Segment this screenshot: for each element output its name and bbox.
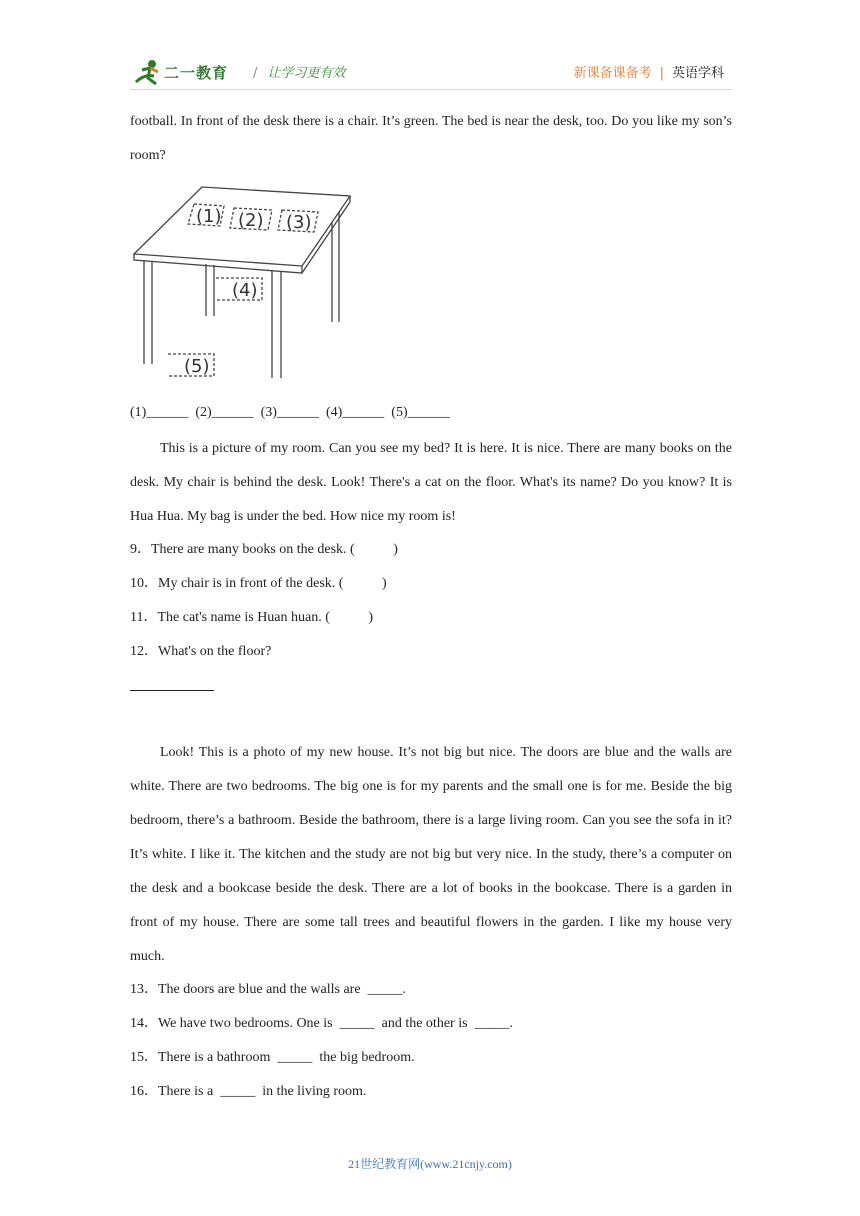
- desk-leg-back-left: [206, 264, 214, 316]
- figure-label-3: (3): [286, 212, 312, 233]
- slogan: [253, 62, 345, 81]
- desk-leg-back-right: [332, 212, 339, 322]
- passage-3: Look! This is a photo of my new house. It’s not big but nice. The doors are blue and the walls are white. There are two bedrooms. The big one is for my parents and the small one is for me. Beside the big bedroom, there’s a bathroom. Beside the bathroom, there is a large living room. Can you see the sofa in it? It’s white. I like it. The kitchen and the study are not big but very nice. In the study, there’s a computer on the desk and a bookcase beside the desk. There are a lot of books in the bookcase. There is a garden in front of my house. There are some tall trees and beautiful flowers in the garden. I like my house very much.: [130, 745, 732, 964]
- figure-label-4: (4): [232, 280, 258, 301]
- page-header: [130, 56, 732, 90]
- page-footer: 21世纪教育网(www.21cnjy.com): [348, 1157, 512, 1171]
- header-subject: [574, 62, 724, 81]
- question-10: 10．My chair is in front of the desk. ( ): [130, 576, 387, 591]
- slogan-text: 让学习更有效: [267, 66, 346, 81]
- desk-leg-front-left: [144, 260, 152, 364]
- header-course-label: 新课备课备考: [573, 66, 652, 81]
- desk-figure: [132, 182, 358, 386]
- figure-label-2: (2): [238, 210, 264, 231]
- answer-blanks-line: (1)______ (2)______ (3)______ (4)______ (5)______: [130, 405, 450, 420]
- passage-2: This is a picture of my room. Can you see my bed? It is here. It is nice. There are many books on the desk. My chair is behind the desk. Look! There's a cat on the floor. What's its name? Do you know? It is Hua Hua. My bag is under the bed. How nice my room is!: [130, 441, 732, 524]
- passage-1-tail: football. In front of the desk there is a chair. It’s green. The bed is near the desk, too. Do you like my son’s room?: [130, 114, 732, 163]
- logo-text: 二一教育: [164, 64, 229, 82]
- logo: [130, 56, 240, 90]
- figure-label-5: (5): [184, 356, 210, 377]
- figure-label-1: (1): [196, 206, 222, 227]
- answer-line-12: [130, 690, 214, 691]
- runner-logo-icon: [130, 56, 164, 90]
- question-15: 15．There is a bathroom _____ the big bedroom.: [130, 1050, 415, 1065]
- header-separator: |: [659, 66, 664, 81]
- question-13: 13．The doors are blue and the walls are _____.: [130, 982, 407, 997]
- question-12: 12．What's on the floor?: [130, 644, 272, 659]
- header-subject-label: 英语学科: [671, 66, 724, 81]
- question-16: 16．There is a _____ in the living room.: [130, 1084, 367, 1099]
- desk-leg-front-right: [272, 271, 281, 378]
- question-11: 11．The cat's name is Huan huan. ( ): [130, 610, 374, 625]
- question-9: 9．There are many books on the desk. ( ): [130, 542, 398, 557]
- slogan-separator: /: [253, 66, 258, 81]
- header-divider: [130, 89, 732, 90]
- question-14: 14．We have two bedrooms. One is _____ and the other is _____.: [130, 1016, 514, 1031]
